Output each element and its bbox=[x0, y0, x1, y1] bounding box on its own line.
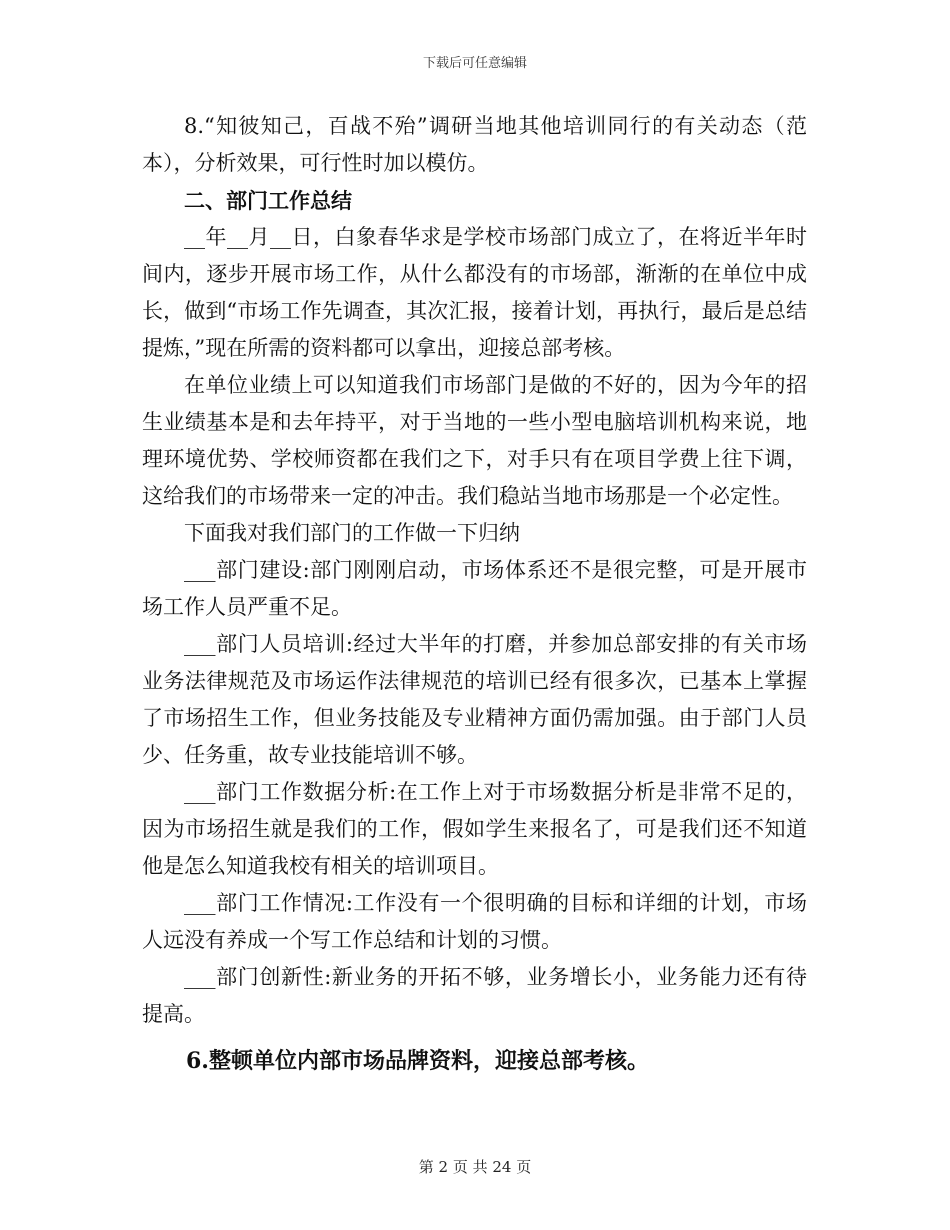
page-header: 下载后可任意编辑 bbox=[422, 56, 527, 71]
document-body bbox=[142, 108, 807, 1080]
paragraph-dept-construction: ___部门建设:部门刚刚启动，市场体系还不是很完整，可是开展市场工作人员严重不足。 bbox=[142, 558, 807, 619]
paragraph-dept-work-status: ___部门工作情况:工作没有一个很明确的目标和详细的计划，市场人远没有养成一个写工作总结和计划的习惯。 bbox=[142, 891, 807, 952]
paragraph-dept-data-analysis: ___部门工作数据分析:在工作上对于市场数据分析是非常不足的，因为市场招生就是我们的工作，假如学生来报名了，可是我们还不知道他是怎么知道我校有相关的培训项目。 bbox=[142, 780, 807, 878]
section-heading: 二、部门工作总结 bbox=[184, 188, 352, 213]
paragraph-dept-training: ___部门人员培训:经过大半年的打磨，并参加总部安排的有关市场业务法律规范及市场运作法律规范的培训已经有很多次，已基本上掌握了市场招生工作，但业务技能及专业精神方面仍需加强。由于部门人员少、任务重，故专业技能培训不够。 bbox=[142, 632, 807, 767]
page-number: 第 2 页 共 24 页 bbox=[418, 1158, 532, 1176]
paragraph-intro: __年__月__日，白象春华求是学校市场部门成立了，在将近半年时间内，逐步开展市场工作，从什么都没有的市场部，渐渐的在单位中成长，做到“市场工作先调查，其次汇报，接着计划，再执行，最后是总结提炼，”现在所需的资料都可以拿出，迎接总部考核。 bbox=[142, 225, 807, 360]
paragraph-dept-innovation: ___部门创新性:新业务的开拓不够，业务增长小，业务能力还有待提高。 bbox=[142, 965, 807, 1026]
paragraph-item-8: 8.“知彼知己，百战不殆”调研当地其他培训同行的有关动态（范本），分析效果，可行性时加以模仿。 bbox=[142, 114, 807, 175]
paragraph-performance: 在单位业绩上可以知道我们市场部门是做的不好的，因为今年的招生业绩基本是和去年持平，对于当地的一些小型电脑培训机构来说，地理环境优势、学校师资都在我们之下，对手只有在项目学费上往下调，这给我们的市场带来一定的冲击。我们稳站当地市场那是一个必定性。 bbox=[142, 373, 807, 508]
paragraph-summary-lead: 下面我对我们部门的工作做一下归纳 bbox=[184, 521, 520, 545]
subsection-heading: 6.整顿单位内部市场品牌资料，迎接总部考核。 bbox=[186, 1048, 649, 1074]
